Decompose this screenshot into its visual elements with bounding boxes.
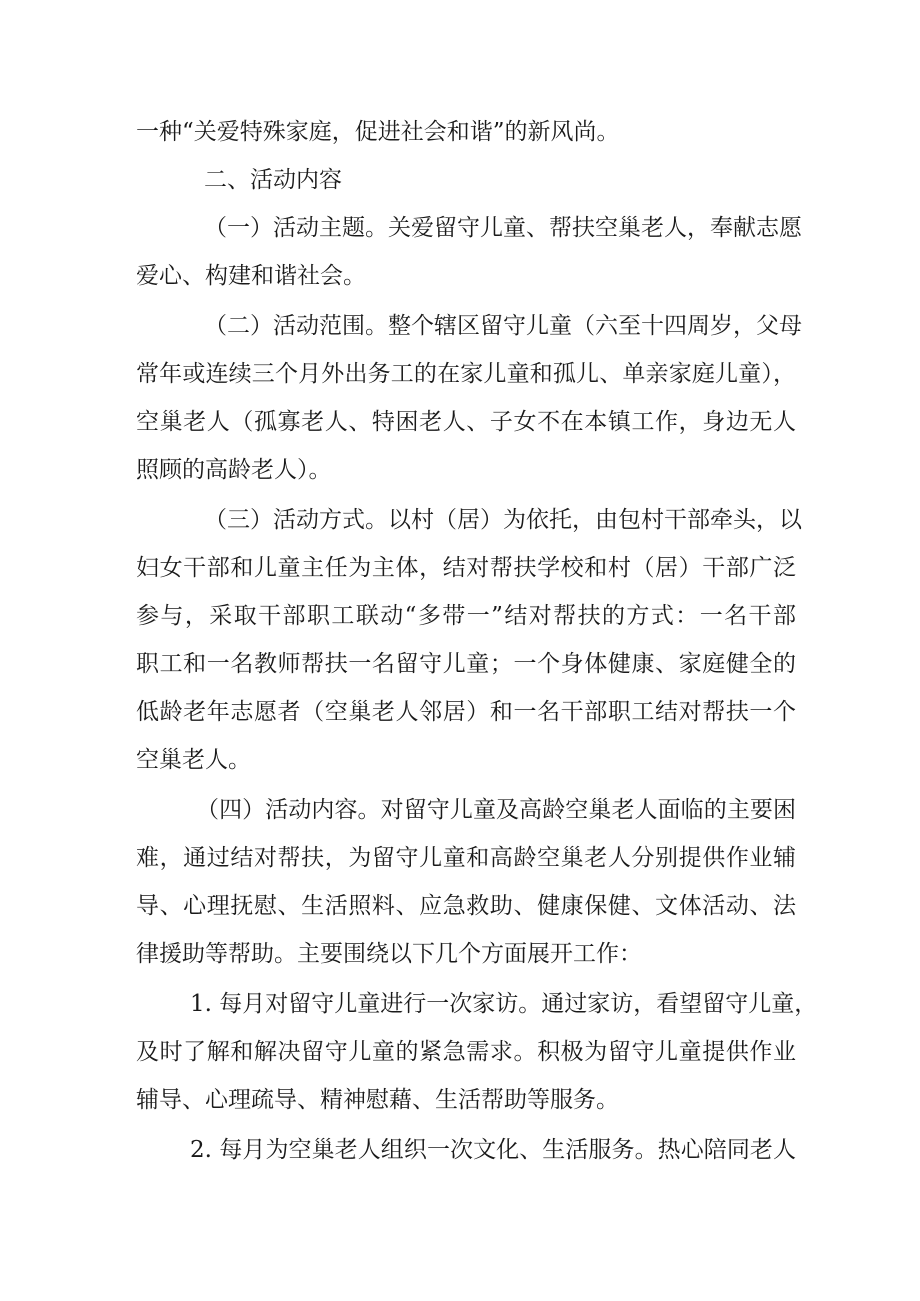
paragraph-line: 律援助等帮助。主要围绕以下几个方面展开工作：: [136, 941, 642, 967]
paragraph-line: 参与，采取干部职工联动“多带一”结对帮扶的方式：一名干部: [136, 603, 796, 629]
paragraph-line: （四）活动内容。对留守儿童及高龄空巢老人面临的主要困: [196, 797, 796, 823]
paragraph-line: 职工和一名教师帮扶一名留守儿童；一个身体健康、家庭健全的: [136, 651, 796, 677]
paragraph-line: 常年或连续三个月外出务工的在家儿童和孤儿、单亲家庭儿童），: [136, 361, 796, 387]
paragraph-line: （一）活动主题。关爱留守儿童、帮扶空巢老人，奉献志愿: [204, 215, 802, 241]
paragraph-line: 照顾的高龄老人）。: [136, 457, 332, 483]
paragraph-line: 辅导、心理疏导、精神慰藉、生活帮助等服务。: [136, 1087, 619, 1113]
paragraph-line: 空巢老人（孤寡老人、特困老人、子女不在本镇工作，身边无人: [136, 409, 796, 435]
paragraph-line: 低龄老年志愿者（空巢老人邻居）和一名干部职工结对帮扶一个: [136, 699, 796, 725]
paragraph-line: 空巢老人。: [136, 747, 251, 773]
paragraph-line: 一种“关爱特殊家庭，促进社会和谐”的新风尚。: [136, 119, 620, 145]
paragraph-line: 妇女干部和儿童主任为主体，结对帮扶学校和村（居）干部广泛: [136, 555, 796, 581]
paragraph-line: 爱心、构建和谐社会。: [136, 263, 366, 289]
paragraph-line: 及时了解和解决留守儿童的紧急需求。积极为留守儿童提供作业: [136, 1039, 796, 1065]
paragraph-line: 难，通过结对帮扶，为留守儿童和高龄空巢老人分别提供作业辅: [136, 845, 796, 871]
paragraph-line: 2. 每月为空巢老人组织一次文化、生活服务。热心陪同老人: [190, 1137, 796, 1163]
paragraph-line: （二）活动范围。整个辖区留守儿童（六至十四周岁，父母: [204, 313, 802, 339]
paragraph-line: 1. 每月对留守儿童进行一次家访。通过家访，看望留守儿童，: [190, 991, 818, 1017]
paragraph-line: 导、心理抚慰、生活照料、应急救助、健康保健、文体活动、法: [136, 893, 796, 919]
section-heading: 二、活动内容: [204, 167, 342, 193]
paragraph-line: （三）活动方式。以村（居）为依托，由包村干部牵头，以: [204, 507, 802, 533]
